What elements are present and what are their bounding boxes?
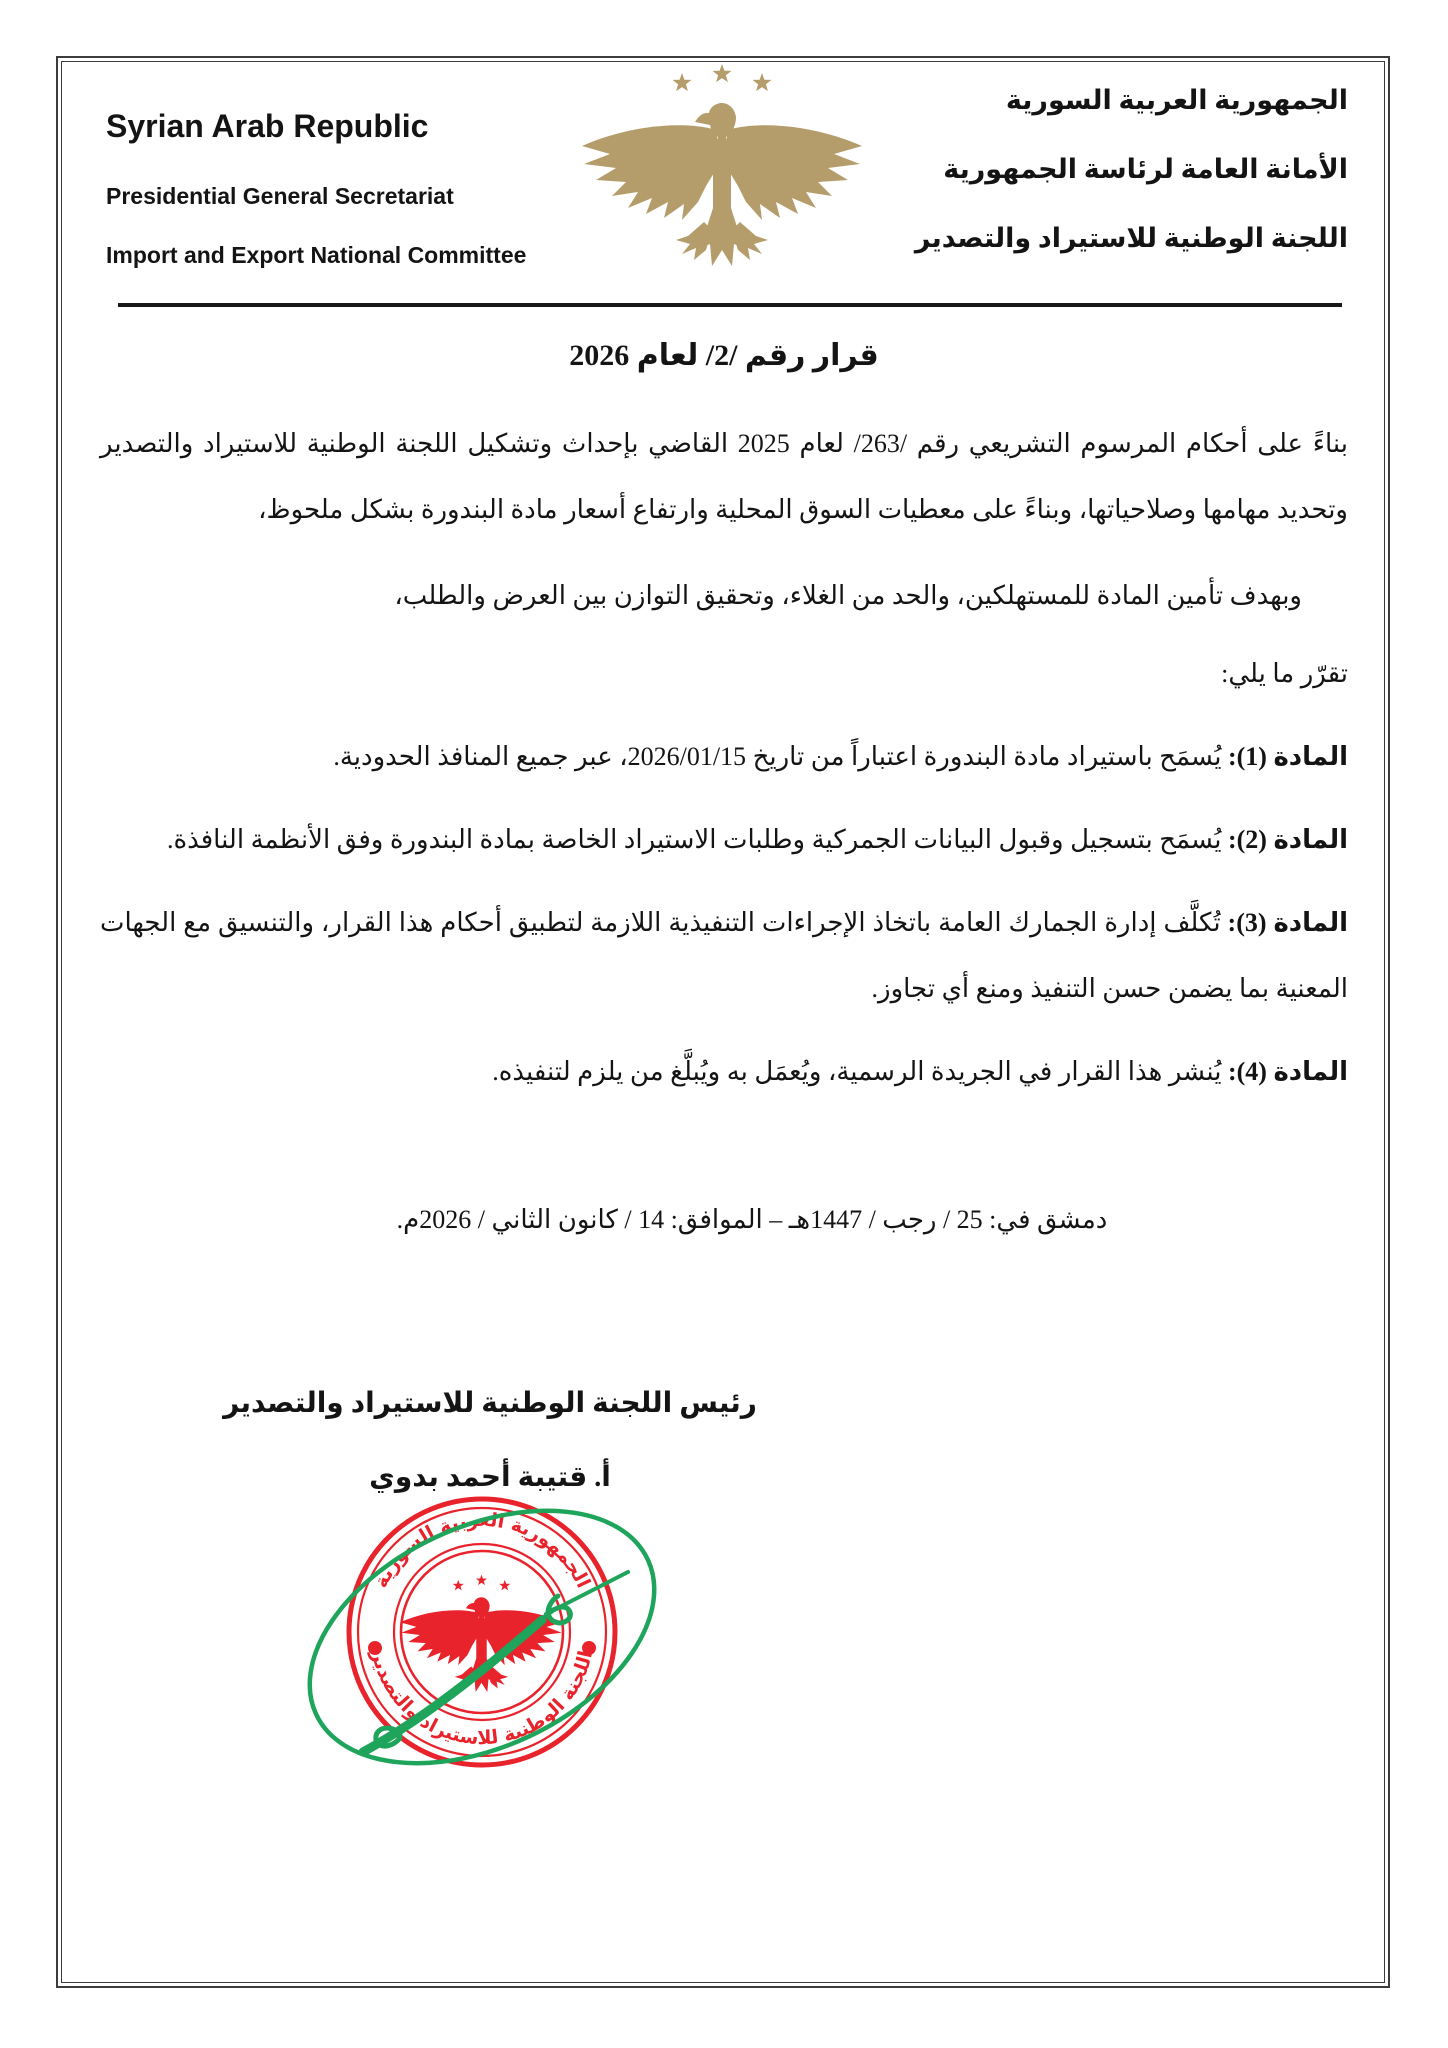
decision-title: قرار رقم /2/ لعام 2026 [569, 339, 879, 372]
article-2 [100, 807, 1348, 873]
secretariat-ar: الأمانة العامة لرئاسة الجمهورية [943, 154, 1348, 184]
committee-en: Import and Export National Committee [106, 242, 527, 268]
country-name-ar: الجمهورية العربية السورية [1005, 85, 1348, 115]
secretariat-en: Presidential General Secretariat [106, 183, 454, 209]
article-1-text: يُسمَح باستيراد مادة البندورة اعتباراً من تاريخ 2026/01/15، عبر جميع المنافذ الحدودية. [333, 742, 1222, 771]
signer-title: رئيس اللجنة الوطنية للاستيراد والتصدير [223, 1388, 757, 1419]
article-4-text: يُنشر هذا القرار في الجريدة الرسمية، ويُعمَل به ويُبلَّغ من يلزم لتنفيذه. [492, 1057, 1222, 1086]
official-stamp [242, 1452, 722, 1857]
decide-line: تقرّر ما يلي: [1221, 659, 1348, 688]
preamble-paragraph-1: بناءً على أحكام المرسوم التشريعي رقم /263/ لعام 2025 القاضي بإحداث وتشكيل اللجنة الوطنية للاستيراد والتصدير وتحديد مهامها وصلاحياتها، وبناءً على معطيات السوق المحلية وارتفاع أسعار مادة البندورة بشكل ملحوظ، [100, 429, 1348, 524]
decision-body [100, 405, 1348, 1105]
article-2-label: المادة (2): [1227, 825, 1348, 854]
date-line: دمشق في: 25 / رجب / 1447هـ – الموافق: 14 / كانون الثاني / 2026م. [396, 1205, 1108, 1234]
article-4-label: المادة (4): [1227, 1057, 1348, 1086]
article-1-label: المادة (1): [1227, 742, 1348, 771]
article-3-label: المادة (3): [1227, 908, 1349, 937]
header-english [106, 108, 526, 269]
country-name-en: Syrian Arab Republic [106, 108, 429, 144]
signer-name: أ. قتيبة أحمد بدوي [369, 1462, 611, 1493]
header-arabic [915, 66, 1348, 273]
article-2-text: يُسمَح بتسجيل وقبول البيانات الجمركية وطلبات الاستيراد الخاصة بمادة البندورة وفق الأنظمة النافذة. [166, 825, 1222, 854]
preamble-paragraph-2: وبهدف تأمين المادة للمستهلكين، والحد من الغلاء، وتحقيق التوازن بين العرض والطلب، [394, 581, 1302, 610]
committee-ar: اللجنة الوطنية للاستيراد والتصدير [914, 223, 1348, 253]
eagle-emblem-icon [562, 56, 882, 291]
header-separator-line [118, 303, 1342, 307]
article-3-text: تُكلَّف إدارة الجمارك العامة باتخاذ الإجراءات التنفيذية اللازمة لتطبيق أحكام هذا القرار، والتنسيق مع الجهات المعنية بما يضمن حسن التنفيذ ومنع أي تجاوز. [100, 908, 1348, 1003]
stamp-bottom-text: اللجنة الوطنية للاستيراد والتصدير [366, 1648, 598, 1750]
stamp-top-text: الجمهورية العربية السورية [369, 1508, 595, 1592]
article-1 [100, 724, 1348, 790]
article-3 [100, 890, 1348, 1022]
article-4 [100, 1039, 1348, 1105]
